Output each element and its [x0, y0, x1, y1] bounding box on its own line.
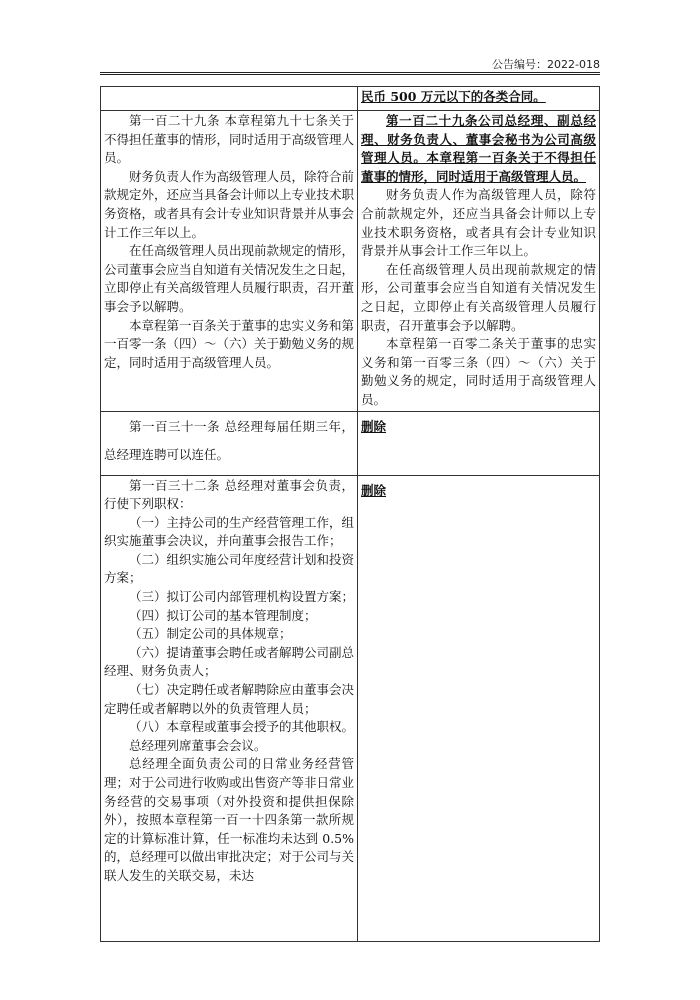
original-text: 第一百三十二条 总经理对董事会负责，行使下列职权： — [104, 477, 354, 512]
list-item: （四）拟订公司的基本管理制度； — [129, 607, 317, 623]
original-text: 第一百二十九条 本章程第九十七条关于不得担任董事的情形，同时适用于高级管理人员。 — [104, 113, 355, 166]
revised-text: 财务负责人作为高级管理人员，除符合前款规定外，还应当具备会计师以上专业技术职务资格，或者具有会计专业知识背景并从事会计工作三年以上。 — [361, 187, 596, 259]
deleted-mark: 删除 — [361, 418, 387, 434]
revised-text: 在任高级管理人员出现前款规定的情形，公司董事会应当自知道有关情况发生之日起，立即停止有关高级管理人员履行职责，召开董事会予以解聘。 — [361, 261, 596, 333]
list-item: （八）本章程或董事会授予的其他职权。 — [129, 719, 355, 735]
list-item: （六）提请董事会聘任或者解聘公司副总经理、财务负责人； — [104, 644, 355, 679]
revised-cell — [358, 87, 600, 111]
list-item: （七）决定聘任或者解聘除应由董事会决定聘任或者解聘以外的负责管理人员； — [104, 682, 355, 716]
revised-cell — [358, 475, 600, 941]
table-row — [101, 411, 600, 475]
deleted-mark: 删除 — [361, 482, 387, 498]
table-row — [101, 111, 600, 412]
original-text: 财务负责人作为高级管理人员，除符合前款规定外，还应当具备会计师以上专业技术职务资格，或者具有会计专业知识背景并从事会计工作三年以上。 — [104, 168, 355, 240]
list-item: （二）组织实施公司年度经营计划和投资方案； — [104, 551, 355, 586]
revised-text: 本章程第一百零二条关于董事的忠实义务和第一百零三条（四）～（六）关于勤勉义务的规定，同时适用于高级管理人员。 — [361, 336, 596, 407]
comparison-table — [100, 86, 600, 942]
revised-text: 第一百二十九条公司总经理、副总经理、财务负责人、董事会秘书为公司高级管理人员。本章程第一百条关于不得担任董事的情形，同时适用于高级管理人员。 — [361, 113, 596, 184]
revised-text: 民币 500 万元以下的各类合同。 — [361, 89, 546, 104]
original-text: 总经理全面负责公司的日常业务经营管理；对于公司进行收购或出售资产等非日常业务经营的交易事项（对外投资和提供担保除外），按照本章程第一百一十四条第一款所规定的计算标准计算，任一标准均未达到 0.5%的，总经理可以做出审批决定；对于公司与关联人发生的关联交易，未达 — [104, 756, 355, 883]
original-cell — [101, 111, 358, 412]
original-cell — [101, 475, 358, 941]
table-row — [101, 87, 600, 111]
original-text: 本章程第一百条关于董事的忠实义务和第一百零一条（四）～（六）关于勤勉义务的规定，同时适用于高级管理人员。 — [104, 317, 355, 370]
table-row — [101, 475, 600, 941]
revised-cell — [358, 111, 600, 412]
list-item: （一）主持公司的生产经营管理工作，组织实施董事会决议，并向董事会报告工作； — [104, 514, 355, 549]
original-cell — [101, 87, 358, 111]
original-cell — [101, 411, 358, 475]
original-text: 在任高级管理人员出现前款规定的情形，公司董事会应当自知道有关情况发生之日起，立即停止有关高级管理人员履行职责，召开董事会予以解聘。 — [104, 243, 355, 314]
announcement-number: 公告编号：2022-018 — [492, 58, 600, 71]
revised-cell — [358, 411, 600, 475]
list-item: （三）拟订公司内部管理机构设置方案； — [129, 589, 355, 605]
header-divider — [100, 72, 600, 75]
original-text: 第一百三十一条 总经理每届任期三年，总经理连聘可以连任。 — [104, 418, 354, 462]
original-text: 总经理列席董事会会议。 — [129, 737, 267, 753]
list-item: （五）制定公司的具体规章； — [129, 626, 292, 642]
